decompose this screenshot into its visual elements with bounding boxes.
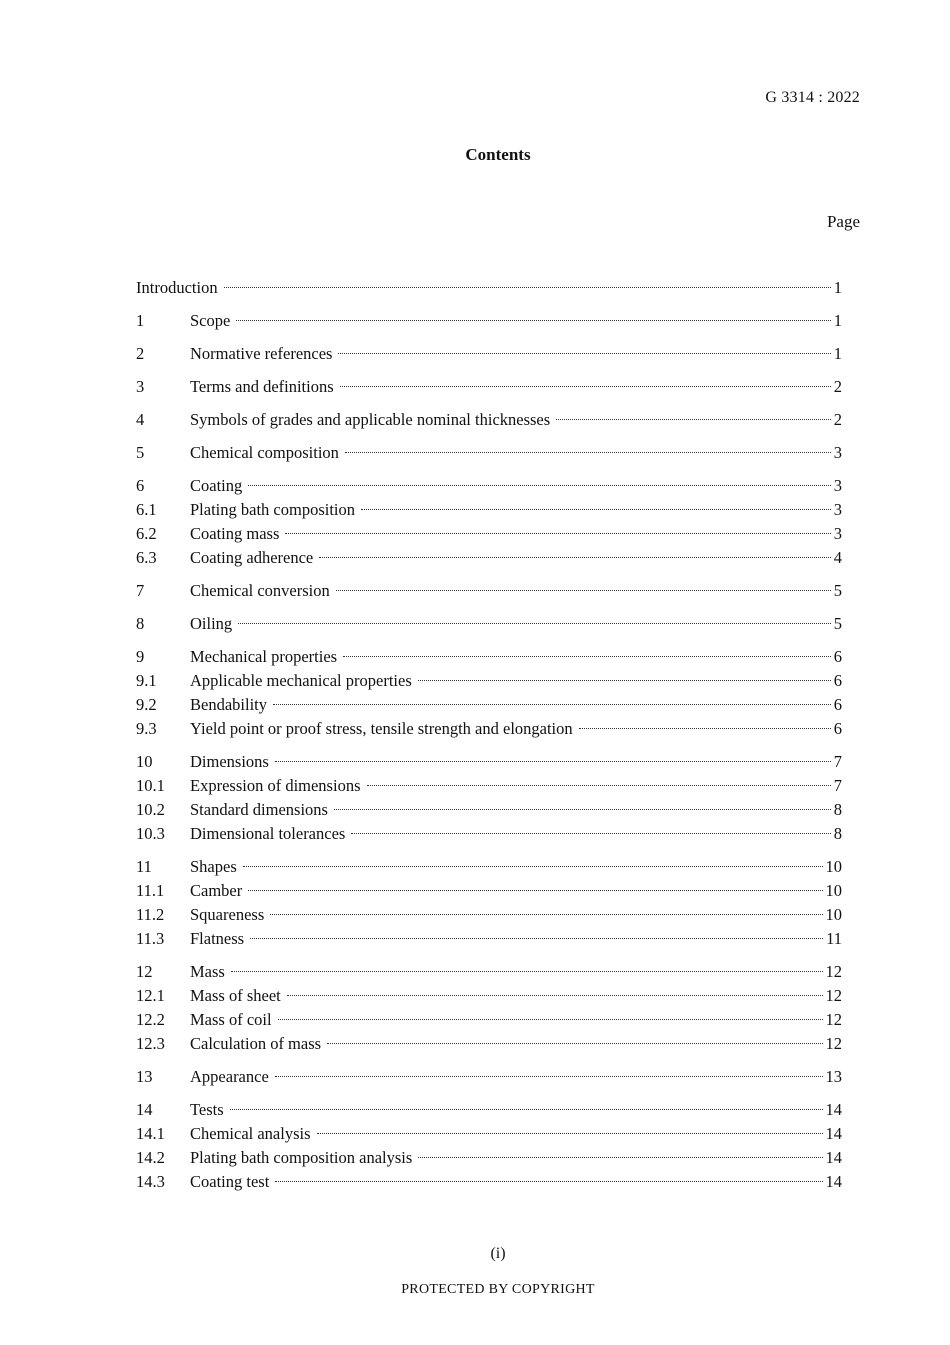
toc-entry-page: 10 <box>825 905 842 924</box>
toc-entry-title: Plating bath composition <box>190 500 355 519</box>
toc-entry[interactable] <box>136 855 842 879</box>
toc-entry-title: Chemical analysis <box>190 1124 311 1143</box>
toc-entry-page: 1 <box>833 344 842 363</box>
toc-group <box>136 612 842 636</box>
dot-leader <box>275 1181 822 1182</box>
toc-entry-title: Bendability <box>190 695 267 714</box>
toc-entry-number: 9.2 <box>136 695 157 714</box>
toc-group <box>136 960 842 1056</box>
toc-entry-title: Mechanical properties <box>190 647 338 666</box>
toc-entry-page: 12 <box>825 986 842 1005</box>
toc-entry[interactable] <box>136 1008 842 1032</box>
toc-group <box>136 1098 842 1194</box>
toc-entry-number: 14.2 <box>136 1148 165 1167</box>
toc-entry-page: 4 <box>833 548 842 567</box>
toc-entry-title: Normative references <box>190 344 333 363</box>
toc-entry[interactable] <box>136 375 842 399</box>
dot-leader <box>336 590 831 591</box>
toc-group <box>136 1065 842 1089</box>
dot-leader <box>275 761 831 762</box>
toc-entry-page: 8 <box>833 824 842 843</box>
toc-entry[interactable] <box>136 1146 842 1170</box>
toc-entry-page: 6 <box>833 647 842 666</box>
toc-entry-number: 6.3 <box>136 548 157 567</box>
dot-leader <box>243 866 823 867</box>
toc-entry-title: Shapes <box>190 857 237 876</box>
dot-leader <box>343 656 831 657</box>
dot-leader <box>275 1076 823 1077</box>
document-number: G 3314 : 2022 <box>765 89 860 106</box>
toc-entry-title: Symbols of grades and applicable nominal thicknesses <box>190 410 551 429</box>
toc-entry-title: Calculation of mass <box>190 1034 322 1053</box>
toc-entry[interactable] <box>136 342 842 366</box>
toc-entry-title: Terms and definitions <box>190 377 334 396</box>
toc-entry-page: 14 <box>825 1172 842 1191</box>
toc-entry-title: Coating mass <box>190 524 280 543</box>
dot-leader <box>285 533 830 534</box>
toc-entry-page: 13 <box>825 1067 842 1086</box>
toc-entry-number: 10.2 <box>136 800 165 819</box>
toc-entry-title: Chemical conversion <box>190 581 330 600</box>
toc-entry[interactable] <box>136 717 842 741</box>
toc-entry-title: Applicable mechanical properties <box>190 671 412 690</box>
toc-entry-number: 6.2 <box>136 524 157 543</box>
toc-entry-page: 12 <box>825 1034 842 1053</box>
toc-entry-title: Expression of dimensions <box>190 776 361 795</box>
toc-entry[interactable] <box>136 984 842 1008</box>
toc-entry[interactable] <box>136 612 842 636</box>
toc-entry-page: 14 <box>825 1124 842 1143</box>
page-column-heading: Page <box>826 212 860 231</box>
toc-entry-number: 11 <box>136 857 152 876</box>
toc-group <box>136 441 842 465</box>
copyright-notice: PROTECTED BY COPYRIGHT <box>401 1282 595 1297</box>
toc-entry[interactable] <box>136 474 842 498</box>
dot-leader <box>273 704 831 705</box>
toc-entry-title: Mass of coil <box>190 1010 272 1029</box>
dot-leader <box>418 1157 822 1158</box>
toc-entry-number: 14.1 <box>136 1124 165 1143</box>
toc-entry-page: 11 <box>826 929 842 948</box>
toc-entry-number: 11.1 <box>136 881 165 900</box>
toc-entry-page: 2 <box>833 377 842 396</box>
dot-leader <box>278 1019 823 1020</box>
toc-entry[interactable] <box>136 927 842 951</box>
toc-entry-number: 14 <box>136 1100 153 1119</box>
toc-entry-introduction[interactable] <box>136 276 842 300</box>
toc-entry-page: 7 <box>833 752 842 771</box>
toc-group <box>136 474 842 570</box>
toc-entry-page: 12 <box>825 1010 842 1029</box>
toc-entry-number: 3 <box>136 377 145 396</box>
toc-entry-title: Tests <box>190 1100 224 1119</box>
toc-entry[interactable] <box>136 669 842 693</box>
dot-leader <box>367 785 831 786</box>
toc-group-introduction <box>136 276 842 300</box>
toc-entry-number: 12.2 <box>136 1010 165 1029</box>
toc-entry[interactable] <box>136 903 842 927</box>
toc-entry-title: Flatness <box>190 929 245 948</box>
toc-entry[interactable] <box>136 408 842 432</box>
dot-leader <box>287 995 823 996</box>
table-of-contents <box>136 276 842 1203</box>
toc-entry[interactable] <box>136 822 842 846</box>
toc-entry[interactable] <box>136 693 842 717</box>
toc-entry-number: 6 <box>136 476 145 495</box>
toc-entry-page: 3 <box>833 443 842 462</box>
dot-leader <box>248 890 822 891</box>
toc-entry-title: Camber <box>190 881 243 900</box>
toc-entry-number: 10.1 <box>136 776 165 795</box>
toc-entry-number: 9 <box>136 647 145 666</box>
toc-entry-number: 14.3 <box>136 1172 165 1191</box>
toc-entry-number: 11.2 <box>136 905 165 924</box>
toc-group <box>136 408 842 432</box>
toc-entry[interactable] <box>136 579 842 603</box>
dot-leader <box>361 509 831 510</box>
toc-entry-page: 3 <box>833 524 842 543</box>
dot-leader <box>230 1109 823 1110</box>
toc-entry[interactable] <box>136 960 842 984</box>
toc-entry[interactable] <box>136 1170 842 1194</box>
toc-group <box>136 342 842 366</box>
toc-entry-number: 12.3 <box>136 1034 165 1053</box>
dot-leader <box>345 452 831 453</box>
toc-entry-page: 10 <box>825 881 842 900</box>
toc-entry-title: Chemical composition <box>190 443 339 462</box>
toc-entry-number: 9.1 <box>136 671 157 690</box>
dot-leader <box>418 680 831 681</box>
dot-leader <box>248 485 831 486</box>
dot-leader <box>236 320 830 321</box>
toc-entry-page: 1 <box>833 278 842 297</box>
toc-entry-page: 3 <box>833 476 842 495</box>
dot-leader <box>270 914 822 915</box>
toc-entry-page: 5 <box>833 614 842 633</box>
toc-entry[interactable] <box>136 879 842 903</box>
toc-entry[interactable] <box>136 1098 842 1122</box>
toc-entry[interactable] <box>136 546 842 570</box>
toc-entry-number: 12 <box>136 962 153 981</box>
toc-entry-number: 9.3 <box>136 719 157 738</box>
toc-entry-number: 10.3 <box>136 824 165 843</box>
toc-entry-title: Dimensional tolerances <box>190 824 346 843</box>
dot-leader <box>224 287 831 288</box>
toc-entry-title: Standard dimensions <box>190 800 328 819</box>
toc-entry-title: Oiling <box>190 614 233 633</box>
dot-leader <box>334 809 831 810</box>
toc-entry-title: Squareness <box>190 905 265 924</box>
toc-entry-page: 3 <box>833 500 842 519</box>
toc-entry[interactable] <box>136 774 842 798</box>
dot-leader <box>238 623 831 624</box>
toc-entry-title: Dimensions <box>190 752 269 771</box>
toc-group <box>136 645 842 741</box>
toc-entry-page: 5 <box>833 581 842 600</box>
toc-entry[interactable] <box>136 750 842 774</box>
toc-group <box>136 309 842 333</box>
toc-group <box>136 579 842 603</box>
dot-leader <box>231 971 823 972</box>
contents-heading: Contents <box>465 145 531 164</box>
toc-entry[interactable] <box>136 1065 842 1089</box>
toc-entry[interactable] <box>136 522 842 546</box>
toc-entry-number: 6.1 <box>136 500 157 519</box>
toc-entry-page: 14 <box>825 1100 842 1119</box>
toc-entry[interactable] <box>136 498 842 522</box>
toc-entry[interactable] <box>136 798 842 822</box>
toc-entry[interactable] <box>136 309 842 333</box>
toc-entry-title: Coating test <box>190 1172 270 1191</box>
toc-entry-page: 2 <box>833 410 842 429</box>
toc-entry-page: 7 <box>833 776 842 795</box>
toc-entry-number: 1 <box>136 311 145 330</box>
toc-entry-page: 14 <box>825 1148 842 1167</box>
dot-leader <box>340 386 831 387</box>
toc-entry-number: 4 <box>136 410 145 429</box>
toc-entry-page: 12 <box>825 962 842 981</box>
page-number: (i) <box>490 1245 506 1262</box>
toc-group <box>136 855 842 951</box>
toc-entry-title: Plating bath composition analysis <box>190 1148 413 1167</box>
toc-entry-title: Mass <box>190 962 225 981</box>
toc-entry-number: 2 <box>136 344 145 363</box>
toc-entry-number: 11.3 <box>136 929 165 948</box>
dot-leader <box>351 833 830 834</box>
toc-entry-title: Coating adherence <box>190 548 314 567</box>
toc-entry[interactable] <box>136 441 842 465</box>
dot-leader <box>579 728 831 729</box>
toc-group <box>136 375 842 399</box>
dot-leader <box>317 1133 823 1134</box>
toc-entry[interactable] <box>136 645 842 669</box>
toc-entry-title: Mass of sheet <box>190 986 281 1005</box>
toc-entry[interactable] <box>136 1032 842 1056</box>
dot-leader <box>556 419 831 420</box>
dot-leader <box>250 938 823 939</box>
dot-leader <box>327 1043 822 1044</box>
toc-entry-number: 13 <box>136 1067 153 1086</box>
toc-entry-number: 10 <box>136 752 153 771</box>
toc-entry-number: 7 <box>136 581 145 600</box>
dot-leader <box>319 557 831 558</box>
dot-leader <box>338 353 830 354</box>
toc-entry-number: 12.1 <box>136 986 165 1005</box>
toc-entry-number: 5 <box>136 443 145 462</box>
toc-entry-title: Introduction <box>136 278 218 297</box>
toc-entry-page: 10 <box>825 857 842 876</box>
toc-entry-title: Appearance <box>190 1067 269 1086</box>
toc-entry-title: Coating <box>190 476 243 495</box>
toc-entry-page: 8 <box>833 800 842 819</box>
toc-entry-page: 6 <box>833 719 842 738</box>
toc-entry-title: Yield point or proof stress, tensile strength and elongation <box>190 719 573 738</box>
toc-entry-page: 6 <box>833 671 842 690</box>
toc-group <box>136 750 842 846</box>
toc-entry-page: 6 <box>833 695 842 714</box>
toc-entry-title: Scope <box>190 311 231 330</box>
toc-entry-page: 1 <box>833 311 842 330</box>
toc-entry[interactable] <box>136 1122 842 1146</box>
toc-entry-number: 8 <box>136 614 145 633</box>
